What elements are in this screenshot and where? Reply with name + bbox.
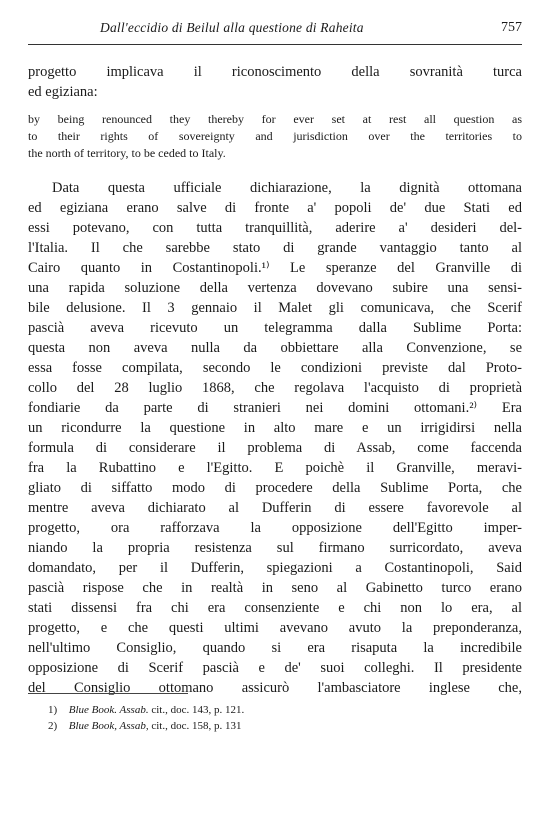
paragraph-line: fra la Rubattino e l'Egitto. E poichè il Granville, meravi- bbox=[28, 460, 522, 476]
paragraph-line: questa non aveva nulla da obbiettare alla Convenzione, se bbox=[28, 340, 522, 356]
intro-line: ed egiziana: bbox=[28, 84, 98, 100]
paragraph-line: ed egiziana erano salve di fronte a' popoli de' due Stati ed bbox=[28, 200, 522, 216]
paragraph-line: pascià aveva ricevuto un telegramma dalla Sublime Porta: bbox=[28, 320, 522, 336]
paragraph-line: progetto, ora rafforzava la opposizione dell'Egitto imper- bbox=[28, 520, 522, 536]
header-rule bbox=[28, 44, 522, 45]
quote-line: the north of territory, to be ceded to Italy. bbox=[28, 146, 226, 160]
paragraph-line: una rapida soluzione della vertenza dovevano subire una sensi- bbox=[28, 280, 522, 296]
footnote-number: 1) bbox=[48, 704, 58, 716]
paragraph-line: pascià rispose che in realtà in seno al Gabinetto turco erano bbox=[28, 580, 522, 596]
paragraph-line: bile delusione. Il 3 gennaio il Malet gli comunicava, che Scerif bbox=[28, 300, 522, 316]
footnote bbox=[48, 719, 241, 733]
footnote-reference: cit., doc. 158, p. 131 bbox=[151, 720, 242, 732]
paragraph-line: formula di considerare il problema di Assab, come faccenda bbox=[28, 440, 522, 456]
paragraph-line: essa fosse compilata, secondo le condizioni previste dal Proto- bbox=[28, 360, 522, 376]
paragraph-line: Data questa ufficiale dichiarazione, la dignità ottomana bbox=[52, 180, 522, 196]
paragraph-line: progetto, e che questi ultimi avevano avuto la preponderanza, bbox=[28, 620, 522, 636]
quote-line: to their rights of sovereignty and jurisdiction over the territories to bbox=[28, 129, 522, 143]
paragraph-line: del Consiglio ottomano assicurò l'ambasciatore inglese che, bbox=[28, 680, 522, 696]
running-head bbox=[28, 20, 522, 40]
paragraph-line: un ricondurre la questione in alto mare e un irrigidirsi nella bbox=[28, 420, 522, 436]
paragraph-line: collo del 28 luglio 1868, che regolava l'acquisto di proprietà bbox=[28, 380, 522, 396]
paragraph-line: l'Italia. Il che sarebbe stato di grande vantaggio tanto al bbox=[28, 240, 522, 256]
footnote-rule bbox=[28, 693, 188, 694]
paragraph-line: gliato di siffatto modo di procedere della Sublime Porta, che bbox=[28, 480, 522, 496]
page-number: 757 bbox=[501, 20, 522, 35]
paragraph-line: essi potevano, con tutta tranquillità, aderire a' desideri del- bbox=[28, 220, 522, 236]
intro-line: progetto implicava il riconoscimento della sovranità turca bbox=[28, 64, 522, 80]
quote-line: by being renounced they thereby for ever set at rest all question as bbox=[28, 112, 522, 126]
running-title: Dall'eccidio di Beilul alla questione di Raheita bbox=[100, 20, 364, 35]
paragraph-line: opposizione di Scerif pascià e de' suoi colleghi. Il presidente bbox=[28, 660, 522, 676]
paragraph-line: Cairo quanto in Costantinopoli.¹⁾ Le speranze del Granville di bbox=[28, 260, 522, 276]
paragraph-line: domandato, per il Dufferin, spiegazioni a Costantinopoli, Said bbox=[28, 560, 522, 576]
footnote-number: 2) bbox=[48, 720, 58, 732]
footnote-source: Blue Book. Assab. bbox=[68, 704, 149, 716]
footnote-source: Blue Book, Assab, bbox=[68, 720, 149, 732]
paragraph-line: nell'ultimo Consiglio, quando si era risaputa la incredibile bbox=[28, 640, 522, 656]
paragraph-line: mentre aveva dichiarato al Dufferin di essere favorevole al bbox=[28, 500, 522, 516]
paragraph-line: niando la propria resistenza sul firmano surricordato, aveva bbox=[28, 540, 522, 556]
paragraph-line: stati dissensi fra chi era consenziente e chi non lo era, al bbox=[28, 600, 522, 616]
footnote-reference: cit., doc. 143, p. 121. bbox=[151, 704, 245, 716]
paragraph-line: fondiarie da parte di stranieri nei domini ottomani.²⁾ Era bbox=[28, 400, 522, 416]
footnote bbox=[48, 703, 244, 717]
